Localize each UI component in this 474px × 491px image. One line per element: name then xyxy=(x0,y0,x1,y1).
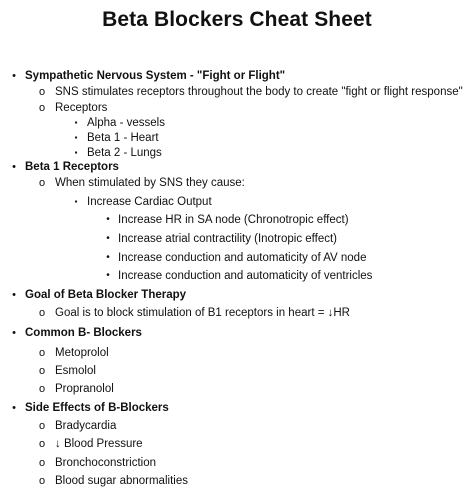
section-heading: Beta 1 Receptors xyxy=(25,161,119,173)
list-item-text: Increase Cardiac Output xyxy=(87,196,212,208)
circle-bullet-icon: o xyxy=(38,457,46,469)
list-item-text: Goal is to block stimulation of B1 receptors in heart = ↓HR xyxy=(55,307,350,319)
circle-bullet-icon: o xyxy=(38,475,46,487)
bullet-icon: • xyxy=(106,252,110,263)
list-item-text: Increase conduction and automaticity of AV node xyxy=(118,252,367,264)
bullet-icon: • xyxy=(12,327,16,339)
section-heading: Common B- Blockers xyxy=(25,327,142,339)
square-bullet-icon: ▪ xyxy=(74,197,78,206)
list-item-text: Blood sugar abnormalities xyxy=(55,475,188,487)
list-item-text: Increase conduction and automaticity of ventricles xyxy=(118,270,373,282)
square-bullet-icon: ▪ xyxy=(74,133,78,142)
page-title: Beta Blockers Cheat Sheet xyxy=(102,8,372,31)
bullet-icon: • xyxy=(106,214,110,225)
circle-bullet-icon: o xyxy=(38,307,46,319)
circle-bullet-icon: o xyxy=(38,177,46,189)
list-item-text: Beta 1 - Heart xyxy=(87,132,159,144)
bullet-icon: • xyxy=(12,161,16,173)
section-heading: Sympathetic Nervous System - "Fight or Flight" xyxy=(25,70,286,82)
bullet-icon: • xyxy=(12,402,16,414)
list-item-text: Bronchoconstriction xyxy=(55,457,156,469)
list-item-text: Receptors xyxy=(55,102,108,114)
list-item-text: Propranolol xyxy=(55,383,114,395)
circle-bullet-icon: o xyxy=(38,102,46,114)
circle-bullet-icon: o xyxy=(38,420,46,432)
square-bullet-icon: ▪ xyxy=(74,118,78,127)
square-bullet-icon: ▪ xyxy=(74,148,78,157)
circle-bullet-icon: o xyxy=(38,383,46,395)
bullet-icon: • xyxy=(12,70,16,82)
bullet-icon: • xyxy=(106,233,110,244)
list-item-text: SNS stimulates receptors throughout the body to create "fight or flight response" xyxy=(55,86,463,98)
list-item-text: Increase HR in SA node (Chronotropic effect) xyxy=(118,214,349,226)
section-heading: Goal of Beta Blocker Therapy xyxy=(25,289,187,301)
circle-bullet-icon: o xyxy=(38,438,46,450)
list-item-text: Esmolol xyxy=(55,365,96,377)
list-item-text: Alpha - vessels xyxy=(87,117,165,129)
list-item-text: Increase atrial contractility (Inotropic effect) xyxy=(118,233,338,245)
list-item-text: Bradycardia xyxy=(55,420,117,432)
bullet-icon: • xyxy=(106,270,110,281)
list-item-text: ↓ Blood Pressure xyxy=(55,438,143,450)
bullet-icon: • xyxy=(12,289,16,301)
list-item-text: Metoprolol xyxy=(55,347,109,359)
list-item-text: When stimulated by SNS they cause: xyxy=(55,177,245,189)
list-item-text: Beta 2 - Lungs xyxy=(87,147,162,159)
circle-bullet-icon: o xyxy=(38,365,46,377)
circle-bullet-icon: o xyxy=(38,347,46,359)
circle-bullet-icon: o xyxy=(38,86,46,98)
section-heading: Side Effects of B-Blockers xyxy=(25,402,169,414)
